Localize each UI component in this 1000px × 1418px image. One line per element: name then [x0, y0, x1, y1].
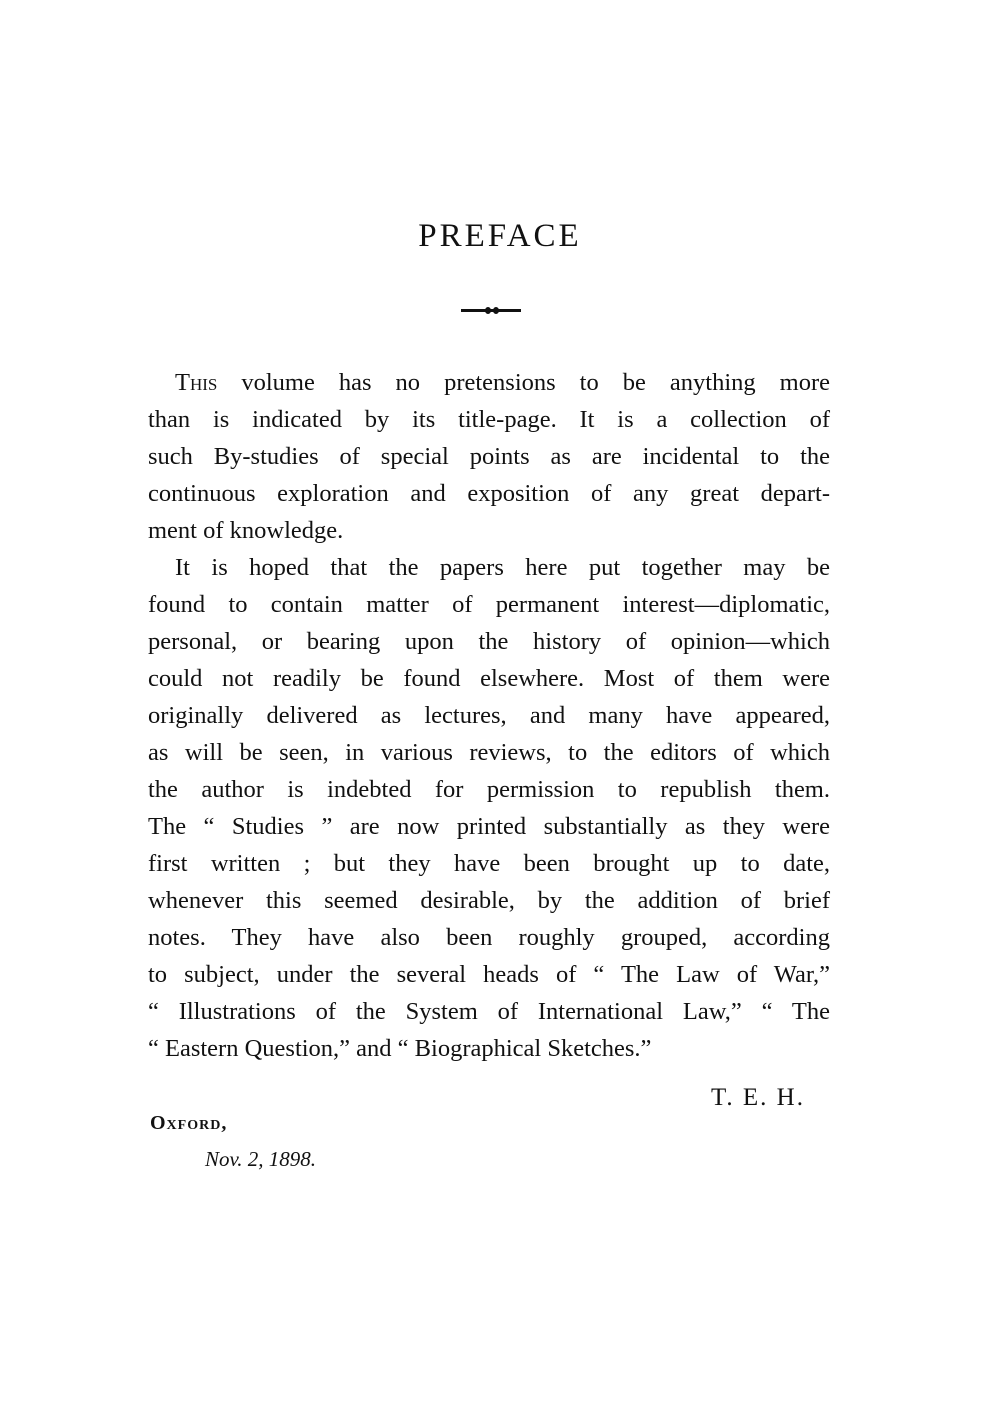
text-line: “ Eastern Question,” and “ Biographical Sketches.”	[148, 1035, 652, 1062]
text-line: ment of knowledge.	[148, 517, 344, 544]
text-line: could not readily be found elsewhere. Most of them were	[148, 665, 830, 692]
text-line: originally delivered as lectures, and many have appeared,	[148, 702, 830, 729]
text-line: continuous exploration and exposition of any great depart-	[148, 480, 830, 507]
page-title: PREFACE	[418, 218, 582, 254]
place: Oxford,	[150, 1112, 228, 1134]
author-initials: T. E. H.	[711, 1084, 805, 1111]
text-line: personal, or bearing upon the history of opinion—which	[148, 628, 830, 655]
text-line: than is indicated by its title-page. It is a collection of	[148, 406, 830, 433]
text-line: This volume has no pretensions to be anything more	[175, 369, 830, 396]
ornament-divider	[461, 308, 521, 312]
text-line: as will be seen, in various reviews, to the editors of which	[148, 739, 830, 766]
text-line: It is hoped that the papers here put together may be	[175, 554, 830, 581]
text-line: notes. They have also been roughly grouped, according	[148, 924, 830, 951]
text-line: to subject, under the several heads of “ The Law of War,”	[148, 961, 830, 988]
preface-body	[148, 364, 830, 1067]
text-line: whenever this seemed desirable, by the addition of brief	[148, 887, 830, 914]
text-line: The “ Studies ” are now printed substantially as they were	[148, 813, 830, 840]
text-line: such By-studies of special points as are incidental to the	[148, 443, 830, 470]
text-line: found to contain matter of permanent interest—diplomatic,	[148, 591, 830, 618]
text-line: first written ; but they have been brought up to date,	[148, 850, 830, 877]
text-line: “ Illustrations of the System of International Law,” “ The	[148, 998, 830, 1025]
text-line: the author is indebted for permission to republish them.	[148, 776, 830, 803]
date: Nov. 2, 1898.	[205, 1147, 317, 1171]
